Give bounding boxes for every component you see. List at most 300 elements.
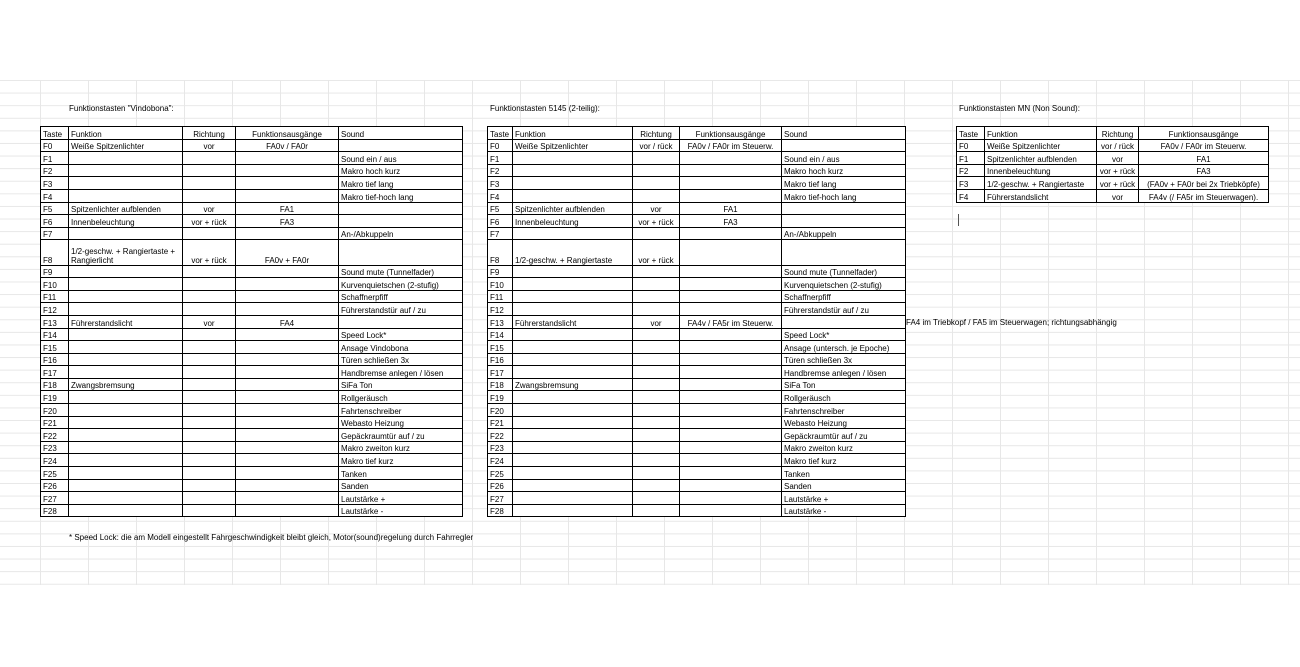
cell-richtung	[633, 303, 680, 316]
cell-taste: F1	[41, 152, 69, 165]
cell-funktionsausgaenge	[236, 328, 339, 341]
cell-richtung	[183, 504, 236, 517]
table-row	[488, 391, 906, 404]
cell-funktionsausgaenge	[680, 391, 782, 404]
cell-richtung: vor	[1097, 152, 1139, 165]
table-row	[41, 177, 463, 190]
cell-sound: An-/Abkuppeln	[782, 227, 906, 240]
cell-sound: Sound mute (Tunnelfader)	[782, 265, 906, 278]
cell-richtung	[633, 328, 680, 341]
cell-funktion: Innenbeleuchtung	[69, 215, 183, 228]
table-row	[488, 315, 906, 328]
cell-taste: F27	[41, 492, 69, 505]
cell-sound: Speed Lock*	[339, 328, 463, 341]
table-row	[41, 315, 463, 328]
cell-richtung	[633, 265, 680, 278]
table-header-row	[957, 127, 1269, 140]
cell-funktion	[69, 177, 183, 190]
table-row	[488, 467, 906, 480]
cell-funktionsausgaenge	[680, 366, 782, 379]
cell-sound	[782, 315, 906, 328]
cell-richtung	[633, 429, 680, 442]
cell-taste: F13	[488, 315, 513, 328]
cell-funktionsausgaenge: FA1	[680, 202, 782, 215]
5145-function-table	[487, 126, 906, 517]
cell-taste: F13	[41, 315, 69, 328]
cell-richtung	[183, 303, 236, 316]
table-row	[41, 441, 463, 454]
cell-sound: Makro tief lang	[782, 177, 906, 190]
cell-richtung	[183, 429, 236, 442]
cell-taste: F21	[41, 416, 69, 429]
cell-taste: F1	[957, 152, 985, 165]
cell-richtung	[183, 290, 236, 303]
cell-sound: Handbremse anlegen / lösen	[782, 366, 906, 379]
table-row	[488, 328, 906, 341]
cell-richtung	[633, 290, 680, 303]
cell-richtung	[633, 504, 680, 517]
cell-richtung: vor + rück	[633, 240, 680, 265]
table-row	[488, 215, 906, 228]
cell-funktionsausgaenge	[680, 479, 782, 492]
mn-function-table	[956, 126, 1269, 203]
cell-sound: Lautstärke +	[339, 492, 463, 505]
table-row	[488, 152, 906, 165]
cell-richtung	[633, 366, 680, 379]
cell-funktion	[513, 152, 633, 165]
cell-funktionsausgaenge	[236, 429, 339, 442]
header-sound: Sound	[782, 127, 906, 140]
cell-taste: F27	[488, 492, 513, 505]
cell-funktionsausgaenge: (FA0v + FA0r bei 2x Triebköpfe)	[1139, 177, 1269, 190]
cell-funktionsausgaenge: FA4	[236, 315, 339, 328]
table-row	[488, 492, 906, 505]
cell-taste: F9	[41, 265, 69, 278]
cell-funktion: 1/2-geschw. + Rangiertaste	[513, 240, 633, 265]
cell-funktion: Spitzenlichter aufblenden	[69, 202, 183, 215]
cell-taste: F24	[41, 454, 69, 467]
table-body	[41, 139, 463, 517]
cell-sound: Makro tief kurz	[339, 454, 463, 467]
cell-richtung: vor + rück	[1097, 177, 1139, 190]
cell-funktion: Weiße Spitzenlichter	[513, 139, 633, 152]
cell-sound: Makro tief kurz	[782, 454, 906, 467]
cell-funktionsausgaenge	[236, 227, 339, 240]
cell-funktionsausgaenge	[680, 454, 782, 467]
cell-funktionsausgaenge	[236, 290, 339, 303]
cell-funktion: Führerstandslicht	[69, 315, 183, 328]
table-row	[41, 492, 463, 505]
cell-funktion	[69, 391, 183, 404]
cell-sound: Gepäckraumtür auf / zu	[782, 429, 906, 442]
cell-taste: F0	[488, 139, 513, 152]
table-row	[488, 240, 906, 265]
table-row	[488, 429, 906, 442]
table-row	[488, 177, 906, 190]
cell-sound: Türen schließen 3x	[782, 353, 906, 366]
side-note: FA4 im Triebkopf / FA5 im Steuerwagen; richtungsabhängig	[906, 318, 1117, 327]
cell-funktionsausgaenge: FA4v (/ FA5r im Steuerwagen).	[1139, 189, 1269, 202]
cell-richtung	[183, 353, 236, 366]
cell-richtung	[633, 189, 680, 202]
table-row	[41, 366, 463, 379]
cell-sound: Tanken	[339, 467, 463, 480]
table-row	[957, 189, 1269, 202]
cell-sound: Fahrtenschreiber	[782, 404, 906, 417]
table-row	[41, 227, 463, 240]
cell-funktionsausgaenge	[236, 278, 339, 291]
cell-funktionsausgaenge: FA1	[1139, 152, 1269, 165]
cell-taste: F15	[41, 341, 69, 354]
cell-funktionsausgaenge	[680, 429, 782, 442]
table-row	[41, 152, 463, 165]
cell-sound: Speed Lock*	[782, 328, 906, 341]
cell-sound: SiFa Ton	[782, 378, 906, 391]
cell-funktion	[69, 492, 183, 505]
cell-taste: F26	[41, 479, 69, 492]
cell-richtung	[633, 353, 680, 366]
cell-richtung	[183, 265, 236, 278]
cell-funktionsausgaenge	[236, 479, 339, 492]
cell-funktionsausgaenge	[680, 240, 782, 265]
cell-richtung: vor + rück	[183, 240, 236, 265]
table-row	[488, 441, 906, 454]
table-row	[41, 215, 463, 228]
cell-funktionsausgaenge	[680, 290, 782, 303]
table-row	[488, 290, 906, 303]
cell-taste: F5	[488, 202, 513, 215]
cell-taste: F21	[488, 416, 513, 429]
header-funktion: Funktion	[985, 127, 1097, 140]
cell-funktion: Weiße Spitzenlichter	[69, 139, 183, 152]
cell-taste: F17	[488, 366, 513, 379]
cell-sound: Türen schließen 3x	[339, 353, 463, 366]
cell-taste: F5	[41, 202, 69, 215]
block2-title: Funktionstasten 5145 (2-teilig):	[490, 104, 600, 113]
cell-sound: Rollgeräusch	[782, 391, 906, 404]
table-row	[41, 429, 463, 442]
cell-richtung	[633, 492, 680, 505]
cell-sound: Sanden	[339, 479, 463, 492]
cell-richtung	[183, 177, 236, 190]
cell-richtung: vor / rück	[1097, 139, 1139, 152]
cell-sound: Sound ein / aus	[782, 152, 906, 165]
cell-funktion	[69, 152, 183, 165]
cell-taste: F17	[41, 366, 69, 379]
cell-sound: Tanken	[782, 467, 906, 480]
cell-funktion	[513, 454, 633, 467]
cell-richtung	[633, 479, 680, 492]
cell-funktion	[513, 492, 633, 505]
cell-funktion	[513, 164, 633, 177]
table-row	[488, 366, 906, 379]
cell-funktionsausgaenge	[680, 404, 782, 417]
table-row	[957, 177, 1269, 190]
cell-funktion	[69, 303, 183, 316]
cell-funktionsausgaenge	[236, 353, 339, 366]
table-row	[41, 303, 463, 316]
cell-funktion	[69, 227, 183, 240]
cell-funktion	[69, 265, 183, 278]
cell-funktion	[69, 441, 183, 454]
table-row	[41, 504, 463, 517]
cell-taste: F10	[488, 278, 513, 291]
cell-funktion	[513, 416, 633, 429]
table-row	[488, 378, 906, 391]
cell-funktion	[69, 454, 183, 467]
cell-richtung	[633, 227, 680, 240]
cell-taste: F25	[41, 467, 69, 480]
cell-richtung	[183, 404, 236, 417]
table-header-row	[41, 127, 463, 140]
cell-taste: F19	[488, 391, 513, 404]
table-row	[41, 341, 463, 354]
cell-funktionsausgaenge	[236, 164, 339, 177]
table-row	[488, 341, 906, 354]
cell-funktionsausgaenge	[236, 378, 339, 391]
cell-funktionsausgaenge	[680, 265, 782, 278]
table-row	[488, 164, 906, 177]
cell-taste: F25	[488, 467, 513, 480]
cell-sound: Makro tief lang	[339, 177, 463, 190]
table-row	[488, 404, 906, 417]
cell-taste: F3	[41, 177, 69, 190]
cell-richtung	[633, 441, 680, 454]
table-row	[488, 139, 906, 152]
cell-cursor	[958, 214, 959, 226]
cell-sound: Lautstärke -	[782, 504, 906, 517]
cell-taste: F12	[488, 303, 513, 316]
cell-sound: Lautstärke +	[782, 492, 906, 505]
cell-funktionsausgaenge	[236, 265, 339, 278]
cell-sound	[782, 202, 906, 215]
table-row	[488, 416, 906, 429]
cell-sound: Sanden	[782, 479, 906, 492]
cell-funktion	[513, 441, 633, 454]
table-row	[488, 202, 906, 215]
cell-funktionsausgaenge	[680, 177, 782, 190]
cell-funktionsausgaenge: FA0v / FA0r	[236, 139, 339, 152]
cell-sound: Ansage (untersch. je Epoche)	[782, 341, 906, 354]
cell-taste: F7	[41, 227, 69, 240]
cell-funktionsausgaenge	[680, 353, 782, 366]
cell-richtung	[633, 416, 680, 429]
cell-richtung	[633, 152, 680, 165]
cell-taste: F19	[41, 391, 69, 404]
table-row	[41, 290, 463, 303]
cell-funktion: Innenbeleuchtung	[985, 164, 1097, 177]
cell-funktionsausgaenge	[680, 164, 782, 177]
header-richtung: Richtung	[633, 127, 680, 140]
cell-funktionsausgaenge	[680, 227, 782, 240]
table-row	[41, 202, 463, 215]
cell-taste: F11	[41, 290, 69, 303]
cell-sound	[782, 139, 906, 152]
cell-taste: F26	[488, 479, 513, 492]
header-taste: Taste	[488, 127, 513, 140]
cell-funktion	[513, 290, 633, 303]
cell-taste: F4	[488, 189, 513, 202]
cell-richtung	[183, 278, 236, 291]
header-richtung: Richtung	[1097, 127, 1139, 140]
block3-title: Funktionstasten MN (Non Sound):	[959, 104, 1080, 113]
table-row	[957, 152, 1269, 165]
cell-funktion	[513, 429, 633, 442]
cell-taste: F6	[488, 215, 513, 228]
cell-sound: SiFa Ton	[339, 378, 463, 391]
header-taste: Taste	[957, 127, 985, 140]
cell-funktion	[513, 366, 633, 379]
cell-taste: F2	[488, 164, 513, 177]
block1-title: Funktionstasten "Vindobona":	[69, 104, 174, 113]
cell-taste: F20	[488, 404, 513, 417]
cell-funktion	[69, 353, 183, 366]
cell-funktion: Zwangsbremsung	[513, 378, 633, 391]
cell-funktion	[513, 404, 633, 417]
cell-funktion	[513, 189, 633, 202]
cell-richtung	[183, 227, 236, 240]
cell-sound: Fahrtenschreiber	[339, 404, 463, 417]
cell-taste: F0	[957, 139, 985, 152]
cell-taste: F7	[488, 227, 513, 240]
cell-funktionsausgaenge	[236, 341, 339, 354]
cell-taste: F16	[41, 353, 69, 366]
table-row	[41, 404, 463, 417]
cell-richtung	[183, 341, 236, 354]
cell-richtung	[633, 164, 680, 177]
cell-richtung: vor	[1097, 189, 1139, 202]
table-row	[41, 265, 463, 278]
cell-sound	[339, 315, 463, 328]
cell-funktionsausgaenge	[680, 441, 782, 454]
cell-funktionsausgaenge	[680, 278, 782, 291]
cell-taste: F20	[41, 404, 69, 417]
cell-richtung	[183, 366, 236, 379]
cell-taste: F28	[488, 504, 513, 517]
table-row	[41, 353, 463, 366]
cell-funktionsausgaenge	[680, 189, 782, 202]
cell-sound: Webasto Heizung	[782, 416, 906, 429]
cell-funktionsausgaenge	[236, 152, 339, 165]
table-row	[41, 139, 463, 152]
cell-funktion	[513, 177, 633, 190]
cell-funktion: Spitzenlichter aufblenden	[513, 202, 633, 215]
cell-funktion: Führerstandslicht	[513, 315, 633, 328]
table-row	[488, 303, 906, 316]
table-row	[41, 328, 463, 341]
cell-taste: F8	[41, 240, 69, 265]
table-row	[488, 479, 906, 492]
cell-funktionsausgaenge	[236, 441, 339, 454]
cell-richtung	[183, 479, 236, 492]
table-row	[41, 391, 463, 404]
cell-sound	[339, 215, 463, 228]
cell-funktionsausgaenge	[236, 492, 339, 505]
cell-funktion: Zwangsbremsung	[69, 378, 183, 391]
table-row	[488, 454, 906, 467]
cell-funktion: Führerstandslicht	[985, 189, 1097, 202]
cell-funktion	[513, 341, 633, 354]
cell-richtung: vor	[183, 315, 236, 328]
cell-sound: An-/Abkuppeln	[339, 227, 463, 240]
cell-sound: Handbremse anlegen / lösen	[339, 366, 463, 379]
cell-richtung: vor / rück	[633, 139, 680, 152]
cell-taste: F4	[957, 189, 985, 202]
table-row	[41, 164, 463, 177]
table-row	[488, 504, 906, 517]
cell-funktion	[513, 353, 633, 366]
cell-funktionsausgaenge	[236, 391, 339, 404]
cell-funktionsausgaenge	[236, 467, 339, 480]
header-taste: Taste	[41, 127, 69, 140]
cell-richtung	[183, 441, 236, 454]
cell-funktion	[513, 278, 633, 291]
cell-richtung	[183, 492, 236, 505]
table-row	[41, 479, 463, 492]
cell-funktion	[69, 479, 183, 492]
cell-richtung	[183, 416, 236, 429]
cell-taste: F3	[488, 177, 513, 190]
cell-funktion	[513, 303, 633, 316]
cell-sound	[339, 139, 463, 152]
cell-funktionsausgaenge	[680, 328, 782, 341]
cell-taste: F24	[488, 454, 513, 467]
cell-taste: F18	[488, 378, 513, 391]
cell-funktion: Spitzenlichter aufblenden	[985, 152, 1097, 165]
cell-funktion: Weiße Spitzenlichter	[985, 139, 1097, 152]
header-richtung: Richtung	[183, 127, 236, 140]
cell-funktion	[513, 467, 633, 480]
cell-funktion	[513, 227, 633, 240]
cell-richtung: vor	[633, 315, 680, 328]
cell-sound: Rollgeräusch	[339, 391, 463, 404]
cell-funktion	[69, 504, 183, 517]
table-header-row	[488, 127, 906, 140]
table-row	[41, 189, 463, 202]
cell-richtung	[183, 378, 236, 391]
cell-richtung	[183, 328, 236, 341]
cell-funktion	[69, 341, 183, 354]
cell-funktionsausgaenge: FA1	[236, 202, 339, 215]
cell-sound: Makro tief-hoch lang	[782, 189, 906, 202]
cell-funktionsausgaenge: FA4v / FA5r im Steuerw.	[680, 315, 782, 328]
header-sound: Sound	[339, 127, 463, 140]
cell-sound: Sound ein / aus	[339, 152, 463, 165]
cell-taste: F22	[488, 429, 513, 442]
cell-funktionsausgaenge: FA3	[1139, 164, 1269, 177]
cell-taste: F0	[41, 139, 69, 152]
header-funktionsausgaenge: Funktionsausgänge	[236, 127, 339, 140]
cell-taste: F23	[488, 441, 513, 454]
cell-funktionsausgaenge	[680, 152, 782, 165]
cell-sound: Makro hoch kurz	[782, 164, 906, 177]
table-row	[488, 189, 906, 202]
cell-sound: Makro zweiton kurz	[339, 441, 463, 454]
cell-funktion: 1/2-geschw. + Rangiertaste + Rangierlicht	[69, 240, 183, 265]
cell-sound: Lautstärke -	[339, 504, 463, 517]
cell-sound: Schaffnerpfiff	[339, 290, 463, 303]
cell-richtung	[633, 278, 680, 291]
header-funktion: Funktion	[513, 127, 633, 140]
cell-sound: Makro zweiton kurz	[782, 441, 906, 454]
cell-taste: F2	[41, 164, 69, 177]
cell-richtung	[633, 177, 680, 190]
cell-funktion	[69, 328, 183, 341]
cell-funktionsausgaenge: FA0v + FA0r	[236, 240, 339, 265]
table-row	[41, 378, 463, 391]
cell-sound: Führerstandstür auf / zu	[339, 303, 463, 316]
cell-sound: Schaffnerpfiff	[782, 290, 906, 303]
